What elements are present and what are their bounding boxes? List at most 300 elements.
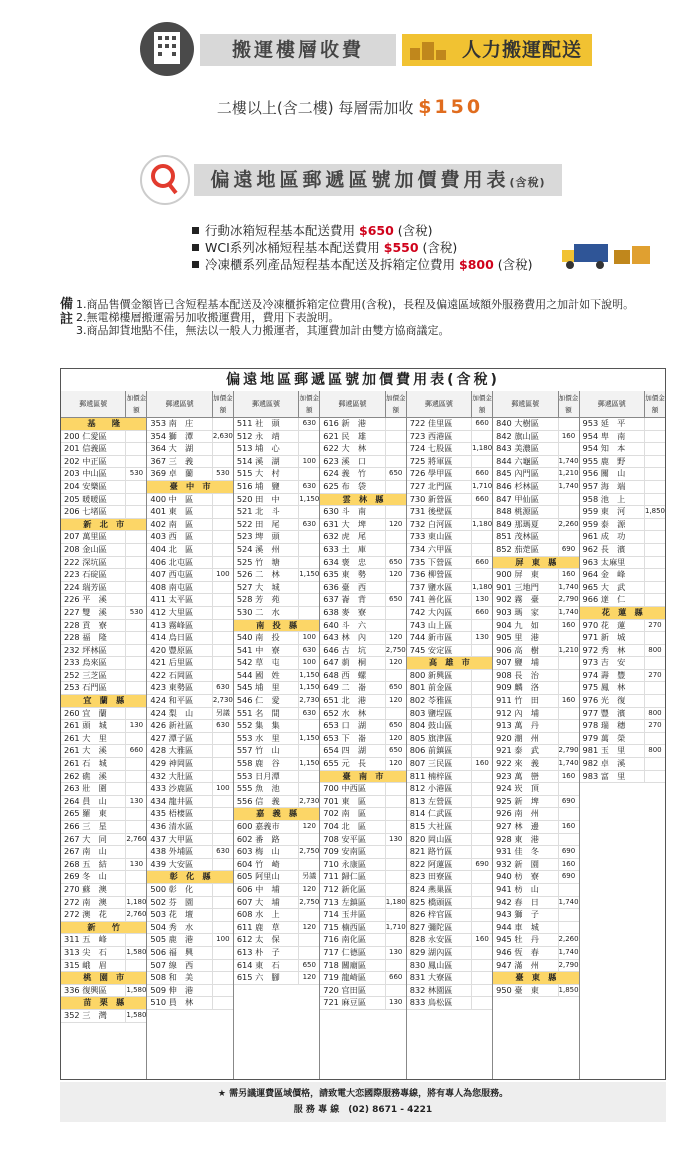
zip-area: 847 甲仙區 [496, 493, 539, 504]
zip-area: 407 西屯區 [150, 569, 194, 580]
column-header [61, 391, 146, 418]
surcharge: 2,750 [298, 846, 319, 858]
column-header [580, 391, 665, 418]
surcharge [125, 771, 146, 783]
zip-area: 741 善化區 [409, 594, 453, 605]
region-name: 苗 栗 縣 [83, 997, 125, 1008]
surcharge [471, 834, 492, 846]
table-row [147, 745, 232, 758]
surcharge [558, 682, 579, 694]
surcharge: 2,790 [558, 745, 579, 757]
zip-area: 724 七股區 [409, 443, 453, 454]
zip-area: 402 南 區 [150, 518, 194, 529]
zip-area: 801 前金區 [409, 682, 453, 693]
table-row [61, 443, 146, 456]
table-row [147, 582, 232, 595]
table-row [407, 620, 492, 633]
surcharge [212, 897, 233, 909]
surcharge: 160 [558, 695, 579, 707]
surcharge [212, 771, 233, 783]
table-row [234, 569, 319, 582]
table-row [493, 468, 578, 481]
surcharge [644, 544, 665, 556]
zip-area: 261 頭 城 [64, 720, 107, 731]
table-row [320, 997, 405, 1010]
surcharge [471, 808, 492, 820]
surcharge [212, 632, 233, 644]
surcharge: 160 [558, 859, 579, 871]
surcharge: 130 [385, 834, 406, 846]
surcharge [298, 506, 319, 518]
zip-area: 640 斗 六 [323, 619, 367, 630]
table-column [320, 391, 406, 1079]
surcharge: 1,150 [298, 682, 319, 694]
zip-area: 262 礁 溪 [64, 770, 107, 781]
zip-area: 712 新化區 [323, 883, 367, 894]
zip-area: 651 北 港 [323, 695, 367, 706]
region-name: 彰 化 縣 [169, 871, 211, 882]
surcharge [471, 771, 492, 783]
zip-area: 512 永 靖 [236, 430, 280, 441]
table-row [234, 431, 319, 444]
surcharge [298, 582, 319, 594]
zip-area: 434 龍井區 [150, 795, 194, 806]
surcharge: 2,630 [212, 431, 233, 443]
table-row [493, 708, 578, 721]
base-fee-list [192, 222, 533, 273]
surcharge [212, 657, 233, 669]
zip-area: 852 茄萣區 [496, 543, 539, 554]
region-header [493, 972, 578, 985]
surcharge [558, 531, 579, 543]
zip-area: 708 安平區 [323, 833, 367, 844]
table-row [580, 758, 665, 771]
table-row [147, 632, 232, 645]
surcharge [558, 443, 579, 455]
surcharge: 650 [385, 557, 406, 569]
table-row [493, 960, 578, 973]
surcharge [125, 808, 146, 820]
zip-area: 742 大內區 [409, 606, 453, 617]
table-row [580, 431, 665, 444]
list-item: 冷凍櫃系列產品短程基本配送及拆箱定位費用 $800 (含稅) [192, 256, 533, 273]
zip-area: 648 西 螺 [323, 669, 367, 680]
table-row [234, 695, 319, 708]
zip-area: 701 東 區 [323, 795, 367, 806]
surcharge [558, 834, 579, 846]
zip-area: 509 伸 港 [150, 984, 194, 995]
table-row [407, 557, 492, 570]
surcharge: 130 [125, 859, 146, 871]
zip-area: 654 四 湖 [323, 745, 367, 756]
table-row [407, 645, 492, 658]
region-name: 南 投 縣 [256, 619, 298, 630]
zip-area: 904 九 如 [496, 619, 539, 630]
zip-area: 725 將軍區 [409, 455, 453, 466]
surcharge: 2,790 [558, 594, 579, 606]
region-name: 基 隆 [87, 418, 121, 428]
region-header [147, 871, 232, 884]
table-row [493, 431, 578, 444]
zip-area: 736 柳營區 [409, 569, 453, 580]
table-row [320, 519, 405, 532]
zip-area: 228 貢 寮 [64, 619, 107, 630]
surcharge [385, 607, 406, 619]
zip-area: 502 芬 園 [150, 896, 194, 907]
zip-area: 541 中 寮 [236, 644, 280, 655]
zip-area: 369 卓 蘭 [150, 468, 194, 479]
note-line: 1.商品售價金額皆已含短程基本配送及冷凍櫃拆箱定位費用(含稅)，長程及偏遠區域額外服務費用之加計如下說明。 [76, 298, 635, 311]
table-row [407, 733, 492, 746]
surcharge [125, 934, 146, 946]
table-row [61, 645, 146, 658]
zip-area: 313 尖 石 [64, 946, 107, 957]
table-row [147, 960, 232, 973]
zip-area: 614 東 石 [236, 959, 280, 970]
surcharge: 1,180 [471, 582, 492, 594]
surcharge: 630 [212, 720, 233, 732]
zip-area: 714 玉井區 [323, 909, 367, 920]
table-row [234, 733, 319, 746]
table-row [580, 682, 665, 695]
table-row [320, 922, 405, 935]
table-row [407, 934, 492, 947]
table-row [407, 997, 492, 1010]
zip-area: 500 彰 化 [150, 883, 194, 894]
zip-area: 523 埤 頭 [236, 531, 280, 542]
column-header [407, 391, 492, 418]
zip-area: 804 鼓山區 [409, 720, 453, 731]
surcharge [558, 783, 579, 795]
surcharge [298, 859, 319, 871]
zip-area: 732 白河區 [409, 518, 453, 529]
table-row [407, 494, 492, 507]
zip-area: 974 壽 豐 [582, 669, 626, 680]
surcharge: 120 [298, 821, 319, 833]
region-header [580, 607, 665, 620]
zip-area: 600 嘉義市 [236, 821, 280, 831]
zip-area: 851 茂林區 [496, 531, 539, 542]
surcharge [385, 431, 406, 443]
surcharge [558, 720, 579, 732]
table-row [147, 897, 232, 910]
table-row [61, 607, 146, 620]
table-row [407, 985, 492, 998]
table-row [407, 871, 492, 884]
zip-area: 971 新 城 [582, 632, 626, 643]
table-row [61, 582, 146, 595]
zip-area: 955 鹿 野 [582, 455, 626, 466]
table-row [580, 657, 665, 670]
header-fee: 加價金額 [125, 391, 146, 417]
surcharge [125, 884, 146, 896]
table-row [580, 519, 665, 532]
table-row [580, 506, 665, 519]
table-row [493, 670, 578, 683]
surcharge: 660 [471, 557, 492, 569]
table-row [61, 834, 146, 847]
table-row [147, 884, 232, 897]
table-row [320, 670, 405, 683]
surcharge [558, 708, 579, 720]
table-row [320, 834, 405, 847]
zip-area: 954 卑 南 [582, 430, 626, 441]
zip-area: 438 外埔區 [150, 846, 194, 857]
floor-fee-header [140, 22, 580, 76]
surcharge [212, 557, 233, 569]
surcharge [298, 783, 319, 795]
note-line: 2.無電梯樓層搬運需另加收搬運費用，費用下表說明。 [76, 311, 340, 324]
surcharge: 另議 [212, 708, 233, 720]
zip-area: 649 二 崙 [323, 682, 367, 693]
zip-area: 709 安南區 [323, 846, 367, 857]
surcharge [558, 632, 579, 644]
surcharge [558, 418, 579, 430]
zip-area: 922 來 義 [496, 758, 539, 769]
surcharge: 1,740 [558, 607, 579, 619]
zip-area: 920 潮 州 [496, 732, 539, 743]
table-row [493, 632, 578, 645]
zip-area: 653 下 崙 [323, 732, 367, 743]
table-row [407, 682, 492, 695]
header-zip: 郵遞區號 [338, 400, 367, 408]
table-row [580, 695, 665, 708]
table-row [320, 884, 405, 897]
zip-area: 638 麥 寮 [323, 606, 367, 617]
zip-area: 553 日月潭 [236, 770, 280, 781]
table-row [234, 494, 319, 507]
table-row [320, 431, 405, 444]
table-row [320, 859, 405, 872]
notes [76, 298, 634, 337]
table-row [580, 620, 665, 633]
region-name: 臺 東 縣 [515, 972, 557, 983]
region-header [61, 519, 146, 532]
table-row [320, 531, 405, 544]
table-row [61, 771, 146, 784]
zip-area: 545 埔 里 [236, 682, 280, 693]
surcharge [644, 657, 665, 669]
zip-area: 743 山上區 [409, 619, 453, 630]
surcharge: 530 [212, 468, 233, 480]
table-row [407, 468, 492, 481]
table-row [147, 418, 232, 431]
surcharge: 660 [471, 494, 492, 506]
surcharge [212, 985, 233, 997]
table-row [493, 884, 578, 897]
zip-area: 973 吉 安 [582, 657, 626, 668]
table-row [234, 708, 319, 721]
table-row [234, 607, 319, 620]
zip-area: 924 崁 頂 [496, 783, 539, 794]
zip-area: 652 水 林 [323, 707, 367, 718]
zip-area: 734 六甲區 [409, 543, 453, 554]
table-row [580, 544, 665, 557]
table-row [493, 645, 578, 658]
table-row [234, 922, 319, 935]
zip-area: 923 萬 巒 [496, 770, 539, 781]
surcharge: 270 [644, 620, 665, 632]
zip-area: 979 萬 榮 [582, 732, 626, 743]
floor-fee-text: 二樓以上(含二樓) 每層需加收 [216, 99, 414, 117]
surcharge: 1,580 [125, 985, 146, 997]
table-row [493, 481, 578, 494]
zip-area: 908 長 治 [496, 669, 539, 680]
remote-fee-table [60, 368, 666, 1080]
column-header [234, 391, 319, 418]
table-row [234, 670, 319, 683]
table-row [580, 531, 665, 544]
zip-area: 717 仁德區 [323, 946, 367, 957]
table-row [493, 934, 578, 947]
zip-area: 959 東 河 [582, 506, 626, 517]
zip-area: 556 信 義 [236, 795, 280, 806]
surcharge [125, 431, 146, 443]
surcharge: 1,150 [298, 758, 319, 770]
region-header [320, 494, 405, 507]
zip-area: 622 大 林 [323, 443, 367, 454]
table-row [580, 745, 665, 758]
table-row [320, 582, 405, 595]
zip-area: 928 東 港 [496, 833, 539, 844]
zip-area: 953 延 平 [582, 418, 626, 428]
zip-area: 530 二 水 [236, 606, 280, 617]
table-row [320, 645, 405, 658]
surcharge [471, 922, 492, 934]
surcharge [385, 456, 406, 468]
table-row [407, 481, 492, 494]
table-row [493, 821, 578, 834]
zip-area: 718 關廟區 [323, 959, 367, 970]
zip-area: 424 和平區 [150, 695, 194, 706]
zip-area: 352 三 灣 [64, 1009, 107, 1020]
zip-area: 268 五 結 [64, 858, 107, 869]
surcharge [212, 494, 233, 506]
table-row [320, 821, 405, 834]
table-row [493, 897, 578, 910]
table-row [493, 720, 578, 733]
zip-area: 840 大樹區 [496, 418, 539, 428]
zip-area: 702 南 區 [323, 808, 367, 819]
zip-area: 420 豐原區 [150, 644, 194, 655]
table-row [580, 569, 665, 582]
remote-fee-title-suffix: (含稅) [509, 176, 546, 189]
table-row [493, 569, 578, 582]
zip-area: 623 溪 口 [323, 455, 367, 466]
surcharge [471, 871, 492, 883]
surcharge: 100 [298, 657, 319, 669]
floor-fee-price: $150 [418, 96, 484, 118]
surcharge: 690 [558, 846, 579, 858]
surcharge: 130 [471, 632, 492, 644]
table-row [320, 557, 405, 570]
table-row [407, 531, 492, 544]
region-header [61, 695, 146, 708]
surcharge: 1,740 [558, 582, 579, 594]
surcharge [298, 557, 319, 569]
table-row [234, 519, 319, 532]
zip-area: 513 埔 心 [236, 443, 280, 454]
zip-area: 507 線 西 [150, 959, 194, 970]
table-row [407, 909, 492, 922]
table-row [320, 846, 405, 859]
surcharge [212, 443, 233, 455]
zip-area: 427 潭子區 [150, 732, 194, 743]
table-row [493, 846, 578, 859]
table-row [493, 871, 578, 884]
zip-area: 727 北門區 [409, 480, 453, 491]
surcharge [298, 909, 319, 921]
surcharge [385, 808, 406, 820]
surcharge: 160 [558, 821, 579, 833]
surcharge: 1,150 [298, 494, 319, 506]
surcharge [471, 720, 492, 732]
zip-area: 722 佳里區 [409, 418, 453, 428]
zip-area: 424 梨 山 [150, 707, 194, 718]
table-row [493, 909, 578, 922]
zip-area: 604 竹 崎 [236, 858, 280, 869]
zip-area: 826 梓官區 [409, 909, 453, 920]
region-name: 桃 園 市 [83, 972, 125, 983]
table-row [493, 607, 578, 620]
zip-area: 802 苓雅區 [409, 695, 453, 706]
surcharge: 120 [385, 519, 406, 531]
table-row [407, 431, 492, 444]
table-row [320, 569, 405, 582]
surcharge [471, 884, 492, 896]
zip-area: 962 長 濱 [582, 543, 626, 554]
zip-area: 715 楠西區 [323, 921, 367, 932]
table-row [320, 695, 405, 708]
table-row [407, 897, 492, 910]
surcharge [298, 947, 319, 959]
surcharge: 2,750 [298, 897, 319, 909]
table-row [320, 972, 405, 985]
table-row [493, 808, 578, 821]
zip-area: 266 三 星 [64, 821, 107, 831]
zip-area: 551 名 間 [236, 707, 280, 718]
zip-area: 643 林 內 [323, 632, 367, 643]
table-row [234, 972, 319, 985]
table-row [407, 607, 492, 620]
table-title: 偏遠地區郵遞區號加價費用表(含稅) [61, 369, 665, 392]
zip-area: 723 西港區 [409, 430, 453, 441]
surcharge [125, 544, 146, 556]
table-row [234, 871, 319, 884]
surcharge: 另議 [298, 871, 319, 883]
zip-area: 843 美濃區 [496, 443, 539, 454]
table-row [320, 708, 405, 721]
table-row [147, 985, 232, 998]
table-row [407, 695, 492, 708]
table-row [407, 418, 492, 431]
surcharge: 1,740 [558, 897, 579, 909]
zip-area: 233 烏來區 [64, 657, 107, 668]
zip-area: 263 壯 圍 [64, 783, 107, 794]
surcharge [471, 947, 492, 959]
surcharge [644, 418, 665, 430]
table-row [234, 771, 319, 784]
table-row [234, 934, 319, 947]
zip-area: 526 二 林 [236, 569, 280, 580]
surcharge [385, 531, 406, 543]
table-row [580, 582, 665, 595]
table-row [61, 960, 146, 973]
table-row [234, 544, 319, 557]
surcharge [471, 972, 492, 984]
region-header [493, 557, 578, 570]
zip-area: 412 大里區 [150, 606, 194, 617]
